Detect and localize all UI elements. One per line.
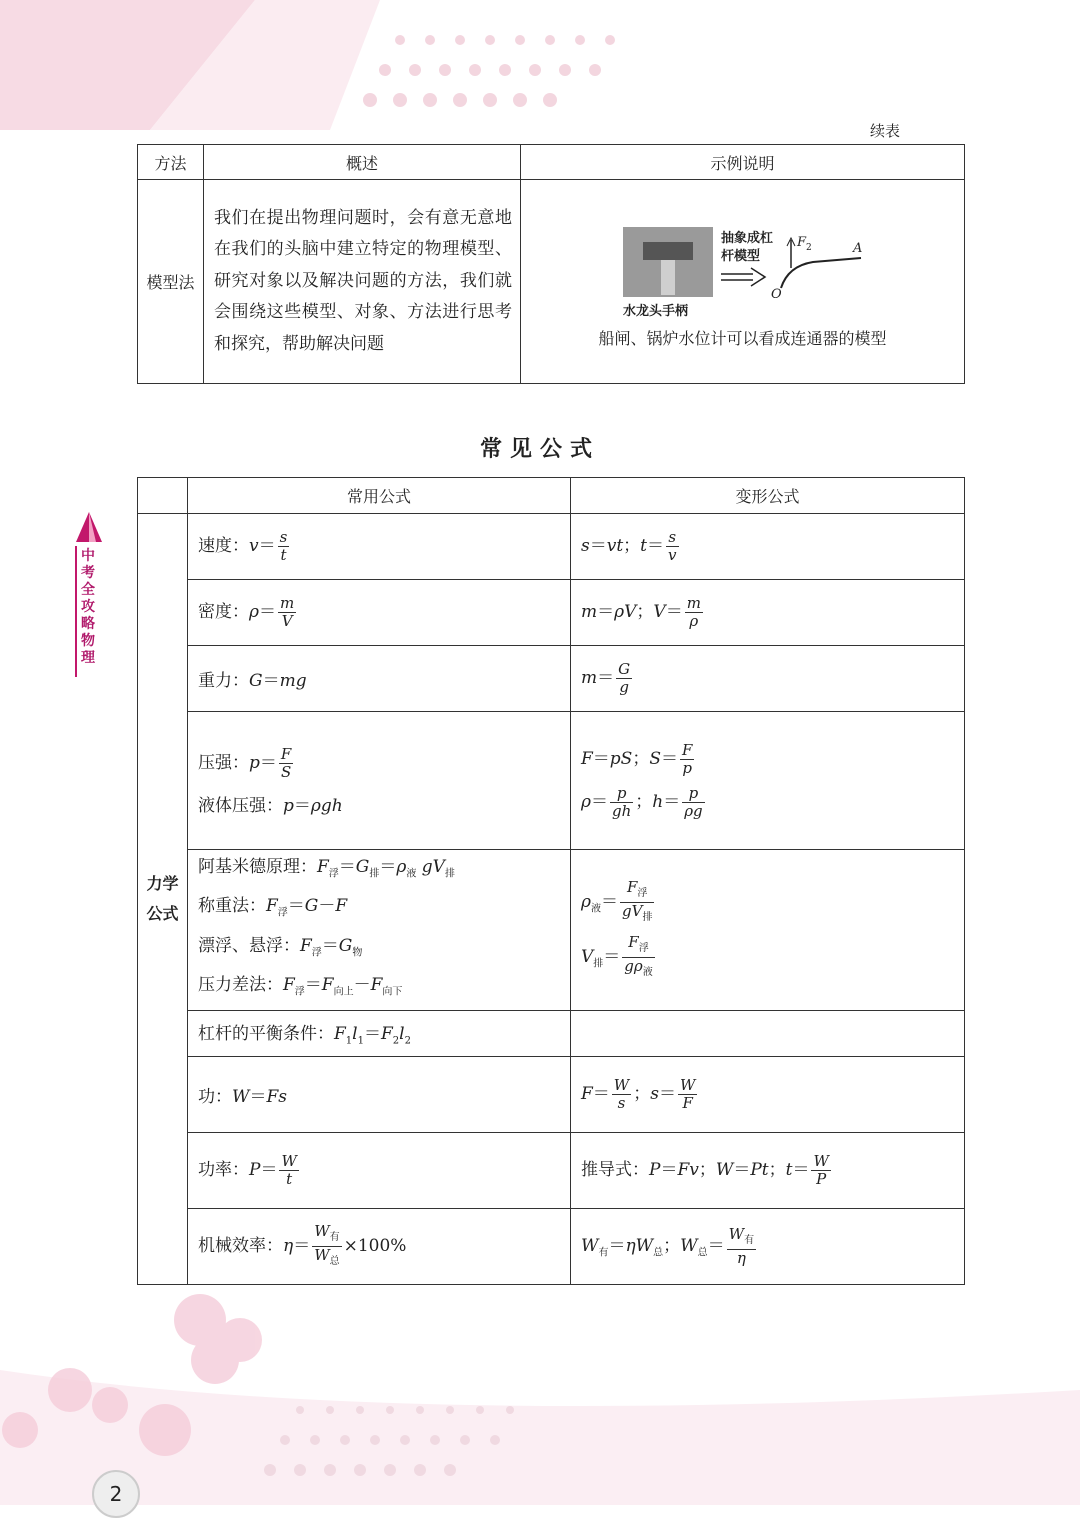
efficiency-derived: $W_有=\eta W_总$；$W_总=$ $\frac{W_有}{\eta}$ — [571, 1208, 965, 1284]
gravity-formula: 重力：G＝mg — [188, 646, 571, 712]
power-formula: 功率：P＝ $\frac{W}{t}$ — [188, 1132, 571, 1208]
table-row — [138, 1010, 965, 1056]
example-caption: 船闸、锅炉水位计可以看成连通器的模型 — [598, 329, 887, 348]
category-line-1: 力学 — [146, 873, 179, 893]
continued-label: 续表 — [870, 122, 901, 140]
header-overview: 概述 — [204, 145, 521, 180]
gravity-derived: m＝ $\frac{G}{g}$ — [571, 646, 965, 712]
force-sub: 2 — [805, 243, 812, 253]
pressure-formula: 压强：p＝ $\frac{F}{S}$ 液体压强：p＝ρgh — [188, 712, 571, 850]
method-table-header — [138, 145, 965, 180]
header-method: 方法 — [138, 145, 204, 180]
formula-table-header — [138, 478, 965, 514]
top-decoration — [0, 0, 1080, 130]
speed-derived: s＝vt；t＝ $\frac{s}{v}$ — [571, 514, 965, 580]
efficiency-formula: 机械效率：η＝ $\frac{W_有}{W_总}$ ×100% — [188, 1208, 571, 1284]
buoyancy-formulas: 阿基米德原理：$F_浮=G_排=\rho_液$ $gV_排$ 称重法：$F_浮=G-F$ 漂浮、悬浮：$F_浮=G_物$ 压力差法：$F_浮=F_{向上}-F_{向下}$ — [188, 850, 571, 1011]
table-row — [138, 646, 965, 712]
section-title: 常见公式 — [479, 437, 600, 462]
page-number: 2 — [92, 1470, 140, 1518]
arrow-label-2: 杆模型 — [720, 249, 760, 264]
table-row — [138, 514, 965, 580]
photo-caption: 水龙头手柄 — [622, 304, 688, 319]
speed-formula: 速度：v＝ $\frac{s}{t}$ — [188, 514, 571, 580]
bottom-decoration — [0, 1280, 1080, 1505]
power-derived: 推导式：P＝Fv；W＝Pt；t＝ $\frac{W}{P}$ — [571, 1132, 965, 1208]
pivot-label: O — [770, 287, 782, 302]
header-common: 常用公式 — [188, 478, 571, 514]
density-formula: 密度：ρ＝ $\frac{m}{V}$ — [188, 580, 571, 646]
lever-model-figure — [613, 222, 873, 322]
buoyancy-derived: $\rho_液=$ $\frac{F_浮}{gV_排}$ $V_排=$ $\frac{F_浮}{g\rho_液}$ — [571, 850, 965, 1011]
table-row — [138, 1208, 965, 1284]
arrow-icon — [721, 268, 765, 286]
example-cell — [521, 180, 965, 384]
table-row — [138, 850, 965, 1011]
header-example: 示例说明 — [521, 145, 965, 180]
lever-derived-empty — [571, 1010, 965, 1056]
header-blank — [138, 478, 188, 514]
category-cell — [138, 514, 188, 1285]
pressure-derived: F＝pS；S＝ $\frac{F}{p}$ ρ＝ $\frac{p}{gh}$ ；h＝ $\frac{p}{\rho g}$ — [571, 712, 965, 850]
method-overview: 我们在提出物理问题时，会有意无意地在我们的头脑中建立特定的物理模型、研究对象以及解决问题的方法，我们就会围绕这些模型、对象、方法进行思考和探究，帮助解决问题 — [204, 180, 521, 384]
header-derived: 变形公式 — [571, 478, 965, 514]
table-row — [138, 1132, 965, 1208]
work-derived: F＝ $\frac{W}{s}$ ；s＝ $\frac{W}{F}$ — [571, 1056, 965, 1132]
table-row — [138, 580, 965, 646]
end-label: A — [852, 241, 862, 256]
table-row — [138, 1056, 965, 1132]
arrow-label-1: 抽象成杠 — [720, 231, 773, 246]
table-row — [138, 180, 965, 384]
lever-formula: 杠杆的平衡条件：$F_1l_1=F_2l_2$ — [188, 1010, 571, 1056]
work-formula: 功：W＝Fs — [188, 1056, 571, 1132]
method-name: 模型法 — [138, 180, 204, 384]
density-derived: m＝ρV；V＝ $\frac{m}{\rho}$ — [571, 580, 965, 646]
force-label: F — [796, 235, 806, 250]
side-tab-label: 中考全攻略物理 — [81, 548, 95, 666]
method-table — [137, 144, 965, 384]
lever-curve — [781, 258, 861, 288]
table-row — [138, 712, 965, 850]
formula-table — [137, 477, 965, 1285]
category-line-2: 公式 — [146, 903, 179, 923]
